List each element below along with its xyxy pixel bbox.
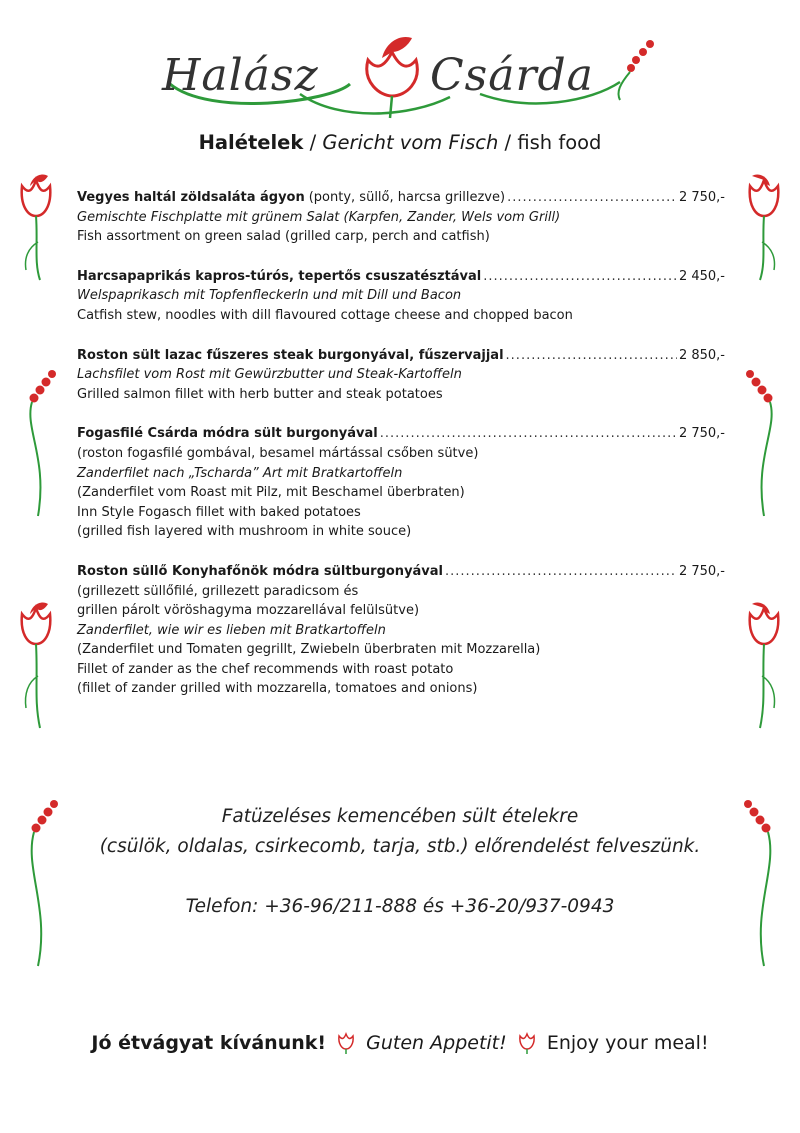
- dish-description: (roston fogasfilé gombával, besamel mártással csőben sütve): [77, 445, 479, 461]
- dish-note: (ponty, süllő, harcsa grillezve): [308, 190, 506, 205]
- berry-branch-icon: [740, 368, 784, 518]
- tulip-icon: [14, 600, 54, 730]
- dish-description: (grillezett süllőfilé, grillezett paradicsom és: [77, 583, 359, 599]
- menu-item: [77, 267, 725, 326]
- dish-name: Harcsapaprikás kapros-túrós, tepertős csuszatésztával: [77, 268, 482, 284]
- dish-price: 2 750,-: [678, 190, 725, 205]
- menu-item-header: [77, 346, 725, 366]
- dish-description: Inn Style Fogasch fillet with baked potatoes: [77, 504, 361, 520]
- menu-item-header: [77, 267, 725, 287]
- dish-description: (Zanderfilet und Tomaten gegrillt, Zwiebeln überbraten mit Mozzarella): [77, 642, 541, 658]
- section-title: [0, 131, 800, 154]
- greeting-hu: Jó étvágyat kívánunk!: [91, 1032, 327, 1054]
- dot-leader: [506, 346, 677, 366]
- dot-leader: [507, 188, 677, 208]
- menu-item: [77, 346, 725, 405]
- menu-item: [77, 424, 725, 542]
- menu-item: [77, 562, 725, 699]
- dish-name: Roston sült lazac fűszeres steak burgonyával, fűszervajjal: [77, 347, 504, 363]
- dish-price: 2 750,-: [678, 426, 725, 442]
- greeting-en: Enjoy your meal!: [546, 1032, 709, 1054]
- brand-logo: [150, 22, 670, 122]
- dish-translation-de: Zanderfilet nach „Tscharda” Art mit Bratkartoffeln: [77, 465, 403, 481]
- section-title-de: Gericht vom Fisch: [322, 131, 499, 154]
- section-title-separator: /: [303, 131, 323, 154]
- dish-description: (Zanderfilet vom Roast mit Pilz, mit Beschamel überbraten): [77, 485, 465, 501]
- section-title-en: fish food: [517, 131, 602, 154]
- berry-branch-icon: [20, 798, 64, 968]
- section-title-separator: /: [498, 131, 518, 154]
- tulip-icon: [746, 600, 786, 730]
- tulip-icon: [517, 1030, 537, 1054]
- dish-translation-de: Gemischte Fischplatte mit grünem Salat (Karpfen, Zander, Wels vom Grill): [77, 209, 561, 225]
- menu-item-header: [77, 424, 725, 444]
- dot-leader: [380, 424, 677, 444]
- berry-branch-icon: [18, 368, 62, 518]
- dish-name: Roston süllő Konyhafőnök módra sültburgonyával: [77, 563, 444, 579]
- preorder-notice-line1: Fatüzeléses kemencében sült ételekre: [221, 806, 579, 827]
- menu-item-header: [77, 562, 725, 582]
- menu-item-header: [77, 188, 725, 208]
- tulip-logo-icon: [367, 37, 417, 118]
- dish-translation-de: Lachsfilet vom Rost mit Gewürzbutter und Steak-Kartoffeln: [77, 367, 462, 383]
- dot-leader: [483, 267, 677, 287]
- phone-numbers: Telefon: +36-96/211-888 és +36-20/937-0943: [185, 896, 615, 917]
- dish-description: Fish assortment on green salad (grilled carp, perch and catfish): [77, 229, 490, 245]
- berry-branch-icon: [618, 40, 654, 100]
- preorder-notice-line2: (csülök, oldalas, csirkecomb, tarja, stb.) előrendelést felveszünk.: [99, 836, 701, 857]
- dish-description: Catfish stew, noodles with dill flavoured cottage cheese and chopped bacon: [77, 307, 573, 323]
- dish-description: (grilled fish layered with mushroom in white souce): [77, 524, 412, 540]
- dish-price: 2 750,-: [678, 563, 725, 579]
- dish-name: Vegyes haltál zöldsaláta ágyon: [77, 190, 305, 205]
- dish-list: [77, 188, 725, 719]
- dish-name: Fogasfilé Csárda módra sült burgonyával: [77, 426, 378, 442]
- dish-description: Fillet of zander as the chef recommends with roast potato: [77, 661, 454, 677]
- greeting-de: Guten Appetit!: [366, 1032, 507, 1054]
- tulip-icon: [14, 172, 54, 282]
- brand-name-right: Csárda: [430, 50, 594, 101]
- dot-leader: [445, 562, 677, 582]
- dish-description: Grilled salmon fillet with herb butter and steak potatoes: [77, 386, 443, 402]
- menu-item: [77, 188, 725, 247]
- footer-greeting: [0, 1030, 800, 1054]
- dish-description: (fillet of zander grilled with mozzarella, tomatoes and onions): [77, 681, 478, 697]
- dish-price: 2 850,-: [678, 347, 725, 363]
- dish-price: 2 450,-: [678, 268, 725, 284]
- dish-translation-de: Welspaprikasch mit Topfenfleckerln und mit Dill und Bacon: [77, 288, 462, 304]
- tulip-icon: [336, 1030, 356, 1054]
- section-title-hu: Halételek: [198, 131, 304, 154]
- tulip-icon: [746, 172, 786, 282]
- dish-translation-de: Zanderfilet, wie wir es lieben mit Bratkartoffeln: [77, 622, 386, 638]
- dish-description: grillen párolt vöröshagyma mozzarellával felülsütve): [77, 603, 420, 619]
- berry-branch-icon: [738, 798, 782, 968]
- brand-name-left: Halász: [162, 50, 319, 101]
